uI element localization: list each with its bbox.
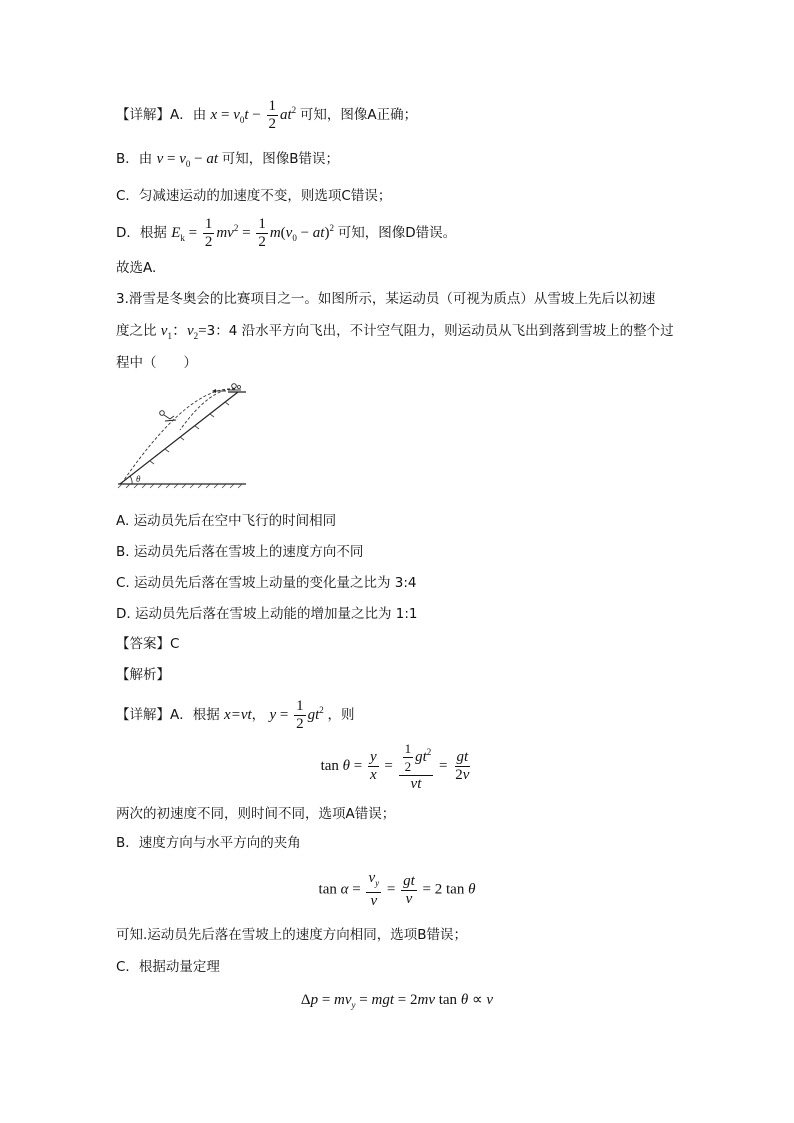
formula-x: $x = v_0t$ − $\frac{1}{2}$ $at^2$ bbox=[210, 98, 297, 132]
velocity-ratio: 3：4 bbox=[206, 323, 238, 339]
question-line-3: 程中（ ） bbox=[116, 355, 197, 371]
text: 可知，图像B错误； bbox=[221, 151, 340, 167]
formula-x-vt: x=vt bbox=[224, 706, 252, 723]
option-c: C. 运动员先后落在雪坡上动量的变化量之比为 3:4 bbox=[116, 575, 417, 591]
velocity-ratio-symbols: $v_1$：$v_2=$ bbox=[160, 323, 207, 341]
option-d: D. 运动员先后落在雪坡上动能的增加量之比为 1:1 bbox=[116, 606, 418, 622]
angle-arc bbox=[130, 476, 132, 484]
text: 可知，图像D错误。 bbox=[337, 224, 457, 241]
question-line-1: 3.滑雪是冬奥会的比赛项目之一。如图所示，某运动员（可视为质点）从雪坡上先后以初速 bbox=[116, 291, 656, 307]
question-line-2 bbox=[116, 322, 674, 345]
prev-solution-line-a bbox=[116, 98, 417, 133]
text: B．由 bbox=[116, 151, 153, 167]
option-b: B. 运动员先后落在雪坡上的速度方向不同 bbox=[116, 544, 364, 560]
text: 沿水平方向飞出，不计空气阻力，则运动员从飞出到落到雪坡上的整个过 bbox=[241, 323, 674, 339]
formula-y: y = $\frac{1}{2}$ $gt^2$ bbox=[269, 698, 324, 732]
trajectory-short bbox=[180, 389, 235, 430]
prev-solution-choice: 故选A. bbox=[116, 260, 157, 276]
theta-label: θ bbox=[136, 474, 141, 484]
prev-solution-line-c: C．匀减速运动的加速度不变，则选项C错误； bbox=[116, 188, 392, 204]
ski-slope-figure bbox=[110, 380, 250, 490]
text: 【详解】A．根据 bbox=[116, 706, 220, 723]
formula-tan-alpha: tan α = $\frac{v_y}{v}$ = $\frac{gt}{v}$ = 2 tan θ bbox=[318, 870, 476, 909]
slope-line bbox=[120, 392, 238, 484]
formula-v: $v = v_0$ − at bbox=[156, 151, 219, 169]
ground-hatch bbox=[118, 484, 242, 488]
text: ， bbox=[251, 706, 266, 723]
solution-line-a-after: 两次的初速度不同，则时间不同，选项A错误； bbox=[116, 806, 396, 822]
formula-ek: $E_k$ = $\frac{1}{2}$ $mv^2$ = $\frac{1}{2}$ $m(v_0 - at)^2$ bbox=[171, 216, 334, 250]
skier-mid-icon bbox=[160, 411, 165, 416]
analysis-title: 【解析】 bbox=[116, 667, 170, 683]
skier-top-icon bbox=[232, 384, 237, 389]
text: 度之比 bbox=[116, 323, 157, 339]
text: 可知，图像A正确； bbox=[299, 106, 418, 123]
option-a: A. 运动员先后在空中飞行的时间相同 bbox=[116, 513, 337, 529]
answer: 【答案】C bbox=[116, 636, 180, 652]
prev-solution-line-b bbox=[116, 150, 339, 173]
formula-tan-theta: tan θ = $\frac{y}{x}$ = $\frac{1}{2}$ $gt^2$ vt = $\frac{gt}{2v}$ bbox=[320, 741, 470, 792]
solution-line-c-title: C．根据动量定理 bbox=[116, 959, 220, 975]
solution-line-b-title: B．速度方向与水平方向的夹角 bbox=[116, 835, 301, 851]
trajectory-long bbox=[124, 389, 235, 480]
prev-solution-line-d bbox=[116, 216, 456, 251]
formula-delta-p: $\Delta p = mv_y$ = mgt = 2mv tan θ ∝ v bbox=[300, 992, 494, 1010]
text: D．根据 bbox=[116, 224, 167, 241]
slope-hatch bbox=[150, 402, 229, 464]
text: ，则 bbox=[327, 706, 355, 723]
solution-line-b-after: 可知.运动员先后落在雪坡上的速度方向相同，选项B错误； bbox=[116, 927, 468, 943]
solution-line-a bbox=[116, 698, 355, 733]
text: 【详解】A．由 bbox=[116, 106, 207, 123]
